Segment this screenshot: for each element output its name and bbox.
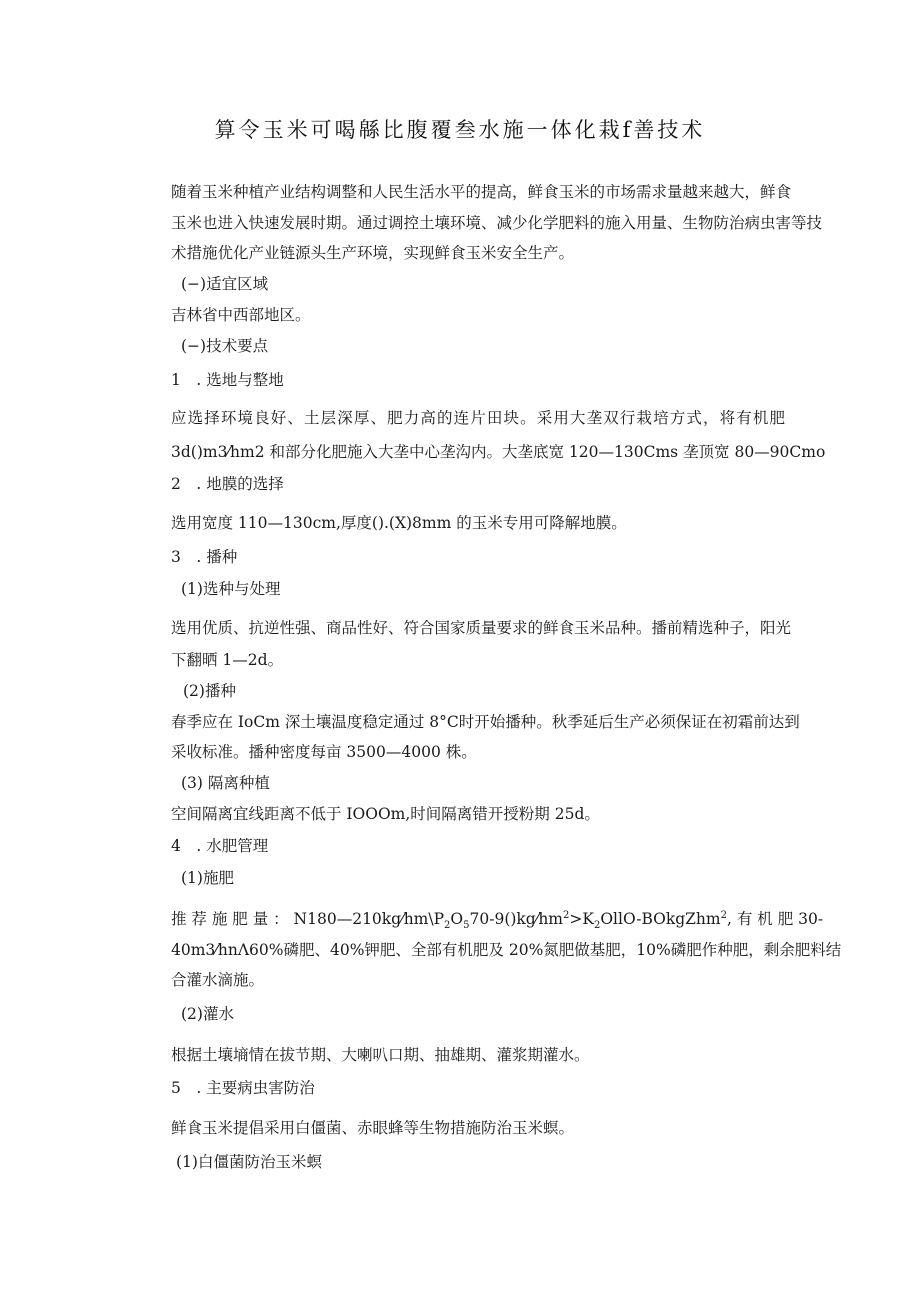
fertilization-text-f: , 有 机 肥 30-	[727, 910, 824, 928]
subheading-fertilization: (1)施肥	[181, 869, 234, 887]
intro-line-3: 术措施优化产业链源头生产环境，实现鲜食玉米安全生产。	[171, 244, 575, 262]
subheading-seed-selection: (1)选种与处理	[181, 580, 281, 598]
heading-sowing: 3 . 播种	[171, 548, 238, 566]
sowing-line-2: 采收标准。播种密度每亩 3500—4000 株。	[171, 743, 477, 761]
fertilization-text-a: 推 荐 施 肥 量 ： N180—210kg⁄hm\P	[171, 910, 445, 928]
subheading-beauveria: (1)白僵菌防治玉米螟	[176, 1153, 322, 1171]
subscript: 5	[463, 920, 470, 932]
fertilization-line-1	[171, 907, 824, 932]
intro-line-1: 随着玉米种植产业结构调整和人民生活水平的提高，鲜食玉米的市场需求量越来越大，鲜食	[171, 183, 792, 201]
heading-water-fertilizer: 4 . 水肥管理	[171, 837, 269, 855]
seed-selection-line-1: 选用优质、抗逆性强、商品性好、符合国家质量要求的鲜食玉米品种。播前精选种子，阳光	[171, 619, 792, 637]
fertilization-text-b: O	[450, 910, 464, 928]
superscript: 2	[720, 909, 727, 921]
site-selection-line-1: 应选择环境良好、土层深厚、肥力高的连片田块。采用大垄双行栽培方式，将有机肥	[171, 409, 785, 427]
subscript: 2	[444, 920, 451, 932]
fertilization-text-d: >K	[569, 910, 594, 928]
fertilization-text-c: 70-9()kg⁄hm	[469, 910, 563, 928]
section-heading-region: (−)适宜区域	[181, 275, 269, 293]
mulch-film-text: 选用宽度 110—130cm,厚度().(X)8mm 的玉米专用可降解地膜。	[171, 514, 627, 532]
irrigation-text: 根据土壤墒情在拔节期、大喇叭口期、抽雄期、灌浆期灌水。	[171, 1046, 590, 1064]
pest-control-text: 鲜食玉米提倡采用白僵菌、赤眼蜂等生物措施防治玉米螟。	[171, 1119, 575, 1137]
region-text: 吉林省中西部地区。	[171, 306, 311, 324]
seed-selection-line-2: 下翻晒 1—2d。	[171, 651, 284, 669]
isolation-text: 空间隔离宜线距离不低于 IOOOm,时间隔离错开授粉期 25d。	[171, 805, 600, 823]
subheading-sowing: (2)播种	[183, 682, 236, 700]
subscript: 2	[593, 920, 601, 932]
fertilization-text-e: OllO-BOkgZhm	[600, 910, 721, 928]
document-title: 算令玉米可喝緜比腹覆叁水施一体化栽f善技术	[214, 118, 706, 142]
site-selection-line-2: 3d()m3⁄hm2 和部分化肥施入大垄中心垄沟内。大垄底宽 120—130Cms 垄顶宽 80—90Cmo	[171, 443, 826, 461]
heading-mulch-film: 2 . 地膜的选择	[171, 475, 284, 493]
heading-site-selection: 1 . 选地与整地	[171, 371, 284, 389]
fertilization-line-3: 合灌水滴施。	[171, 971, 265, 989]
intro-line-2: 玉米也进入快速发展时期。通过调控土壤环境、减少化学肥料的施入用量、生物防治病虫害等技	[171, 214, 823, 232]
superscript: 2	[563, 909, 570, 921]
fertilization-line-2: 40m3⁄hnΛ60%磷肥、40%钾肥、全部有机肥及 20%氮肥做基肥，10%磷肥作种肥，剩余肥料结	[171, 941, 842, 959]
subheading-irrigation: (2)灌水	[181, 1005, 234, 1023]
sowing-line-1: 春季应在 IoCm 深土壤温度稳定通过 8°C时开始播种。秋季延后生产必须保证在初霜前达到	[171, 713, 800, 731]
heading-pest-control: 5 . 主要病虫害防治	[171, 1079, 315, 1097]
section-heading-key-points: (−)技术要点	[181, 337, 269, 355]
subheading-isolation: (3) 隔离种植	[181, 774, 270, 792]
